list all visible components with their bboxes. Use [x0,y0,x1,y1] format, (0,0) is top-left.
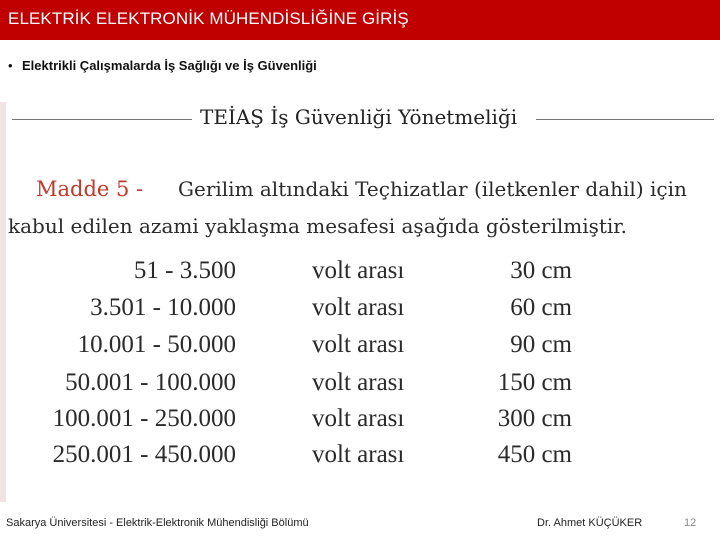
approach-distance: 30 cm [510,257,572,284]
regulation-title: TEİAŞ İş Güvenliği Yönetmeliği [200,105,518,129]
bullet-text: Elektrikli Çalışmalarda İş Sağlığı ve İş Güvenliği [22,58,317,73]
bullet-marker: • [8,58,13,73]
distance-row [0,405,720,441]
voltage-unit: volt arası [312,331,405,358]
distance-row [0,257,720,293]
voltage-range: 10.001 - 50.000 [77,331,236,358]
title-rule-right [536,119,714,120]
footer-author: Dr. Ahmet KÜÇÜKER [537,517,643,529]
page-number: 12 [684,517,697,529]
voltage-unit: volt arası [312,369,405,396]
approach-distance: 300 cm [497,405,572,432]
title-rule-left [12,119,192,120]
footer-institution: Sakarya Üniversitesi - Elektrik-Elektronik Mühendisliği Bölümü [6,517,309,529]
voltage-unit: volt arası [312,257,405,284]
voltage-unit: volt arası [312,441,405,468]
approach-distance: 150 cm [497,369,572,396]
article-text-line1: Gerilim altındaki Teçhizatlar (iletkenler dahil) için [178,177,687,201]
article-label: Madde 5 - [36,177,144,201]
voltage-range: 100.001 - 250.000 [52,405,236,432]
voltage-range: 250.001 - 450.000 [52,441,236,468]
voltage-range: 50.001 - 100.000 [65,369,236,396]
approach-distance: 90 cm [510,331,572,358]
voltage-range: 51 - 3.500 [133,257,236,284]
distance-row [0,294,720,330]
voltage-unit: volt arası [312,405,405,432]
voltage-range: 3.501 - 10.000 [90,294,236,321]
distance-row [0,331,720,367]
approach-distance: 450 cm [497,441,572,468]
slide-header [0,0,720,40]
regulation-image [0,102,720,502]
distance-row [0,369,720,405]
bullet-point [8,58,317,73]
approach-distance: 60 cm [510,294,572,321]
distance-row [0,441,720,477]
article-text-line2: kabul edilen azami yaklaşma mesafesi aşağıda gösterilmiştir. [8,214,628,238]
voltage-unit: volt arası [312,294,405,321]
slide-title: ELEKTRİK ELEKTRONİK MÜHENDİSLİĞİNE GİRİŞ [8,9,409,28]
